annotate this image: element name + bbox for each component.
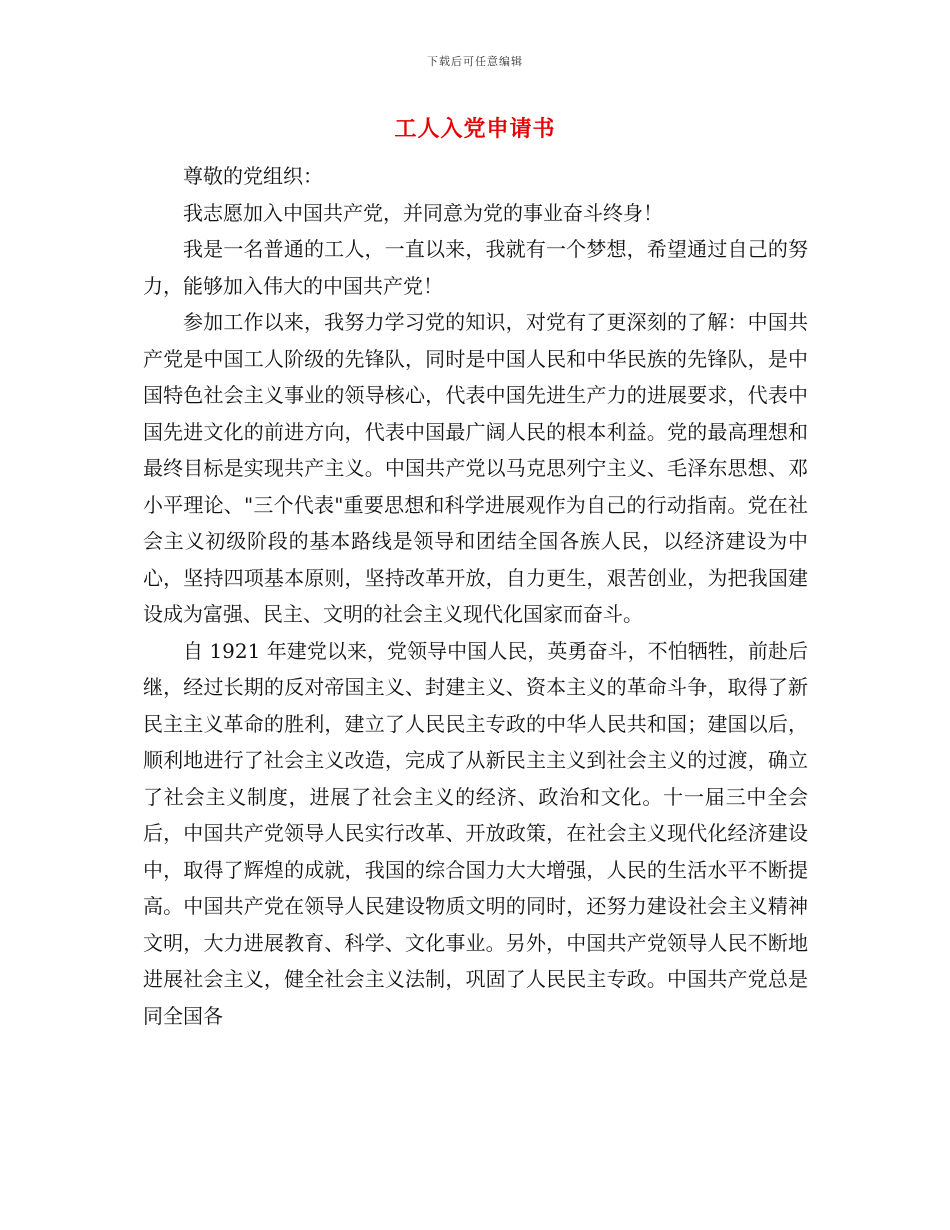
document-title: 工人入党申请书 xyxy=(394,116,556,142)
body-paragraph: 我是一名普通的工人，一直以来，我就有一个梦想，希望通过自己的努力，能够加入伟大的中国共产党！ xyxy=(143,237,808,298)
salutation: 尊敬的党组织： xyxy=(183,164,323,188)
document-body xyxy=(143,158,808,1034)
body-paragraph: 我志愿加入中国共产党，并同意为党的事业奋斗终身！ xyxy=(183,200,663,225)
header-note: 下载后可任意编辑 xyxy=(427,55,523,68)
body-paragraph: 参加工作以来，我努力学习党的知识，对党有了更深刻的了解：中国共产党是中国工人阶级的先锋队，同时是中国人民和中华民族的先锋队，是中国特色社会主义事业的领导核心，代表中国先进生产力的进展要求，代表中国先进文化的前进方向，代表中国最广阔人民的根本利益。党的最高理想和最终目标是实现共产主义。中国共产党以马克思列宁主义、毛泽东思想、邓小平理论、"三个代表"重要思想和科学进展观作为自己的行动指南。党在社会主义初级阶段的基本路线是领导和团结全国各族人民，以经济建设为中心，坚持四项基本原则，坚持改革开放，自力更生，艰苦创业，为把我国建设成为富强、民主、文明的社会主义现代化国家而奋斗。 xyxy=(143,310,808,626)
body-paragraph: 自 1921 年建党以来，党领导中国人民，英勇奋斗，不怕牺牲，前赴后继，经过长期的反对帝国主义、封建主义、资本主义的革命斗争，取得了新民主主义革命的胜利，建立了人民民主专政的中华人民共和国；建国以后，顺利地进行了社会主义改造，完成了从新民主主义到社会主义的过渡，确立了社会主义制度，进展了社会主义的经济、政治和文化。十一届三中全会后，中国共产党领导人民实行改革、开放政策，在社会主义现代化经济建设中，取得了辉煌的成就，我国的综合国力大大增强，人民的生活水平不断提高。中国共产党在领导人民建设物质文明的同时，还努力建设社会主义精神文明，大力进展教育、科学、文化事业。另外，中国共产党领导人民不断地进展社会主义，健全社会主义法制，巩固了人民民主专政。中国共产党总是同全国各 xyxy=(143,638,808,1028)
